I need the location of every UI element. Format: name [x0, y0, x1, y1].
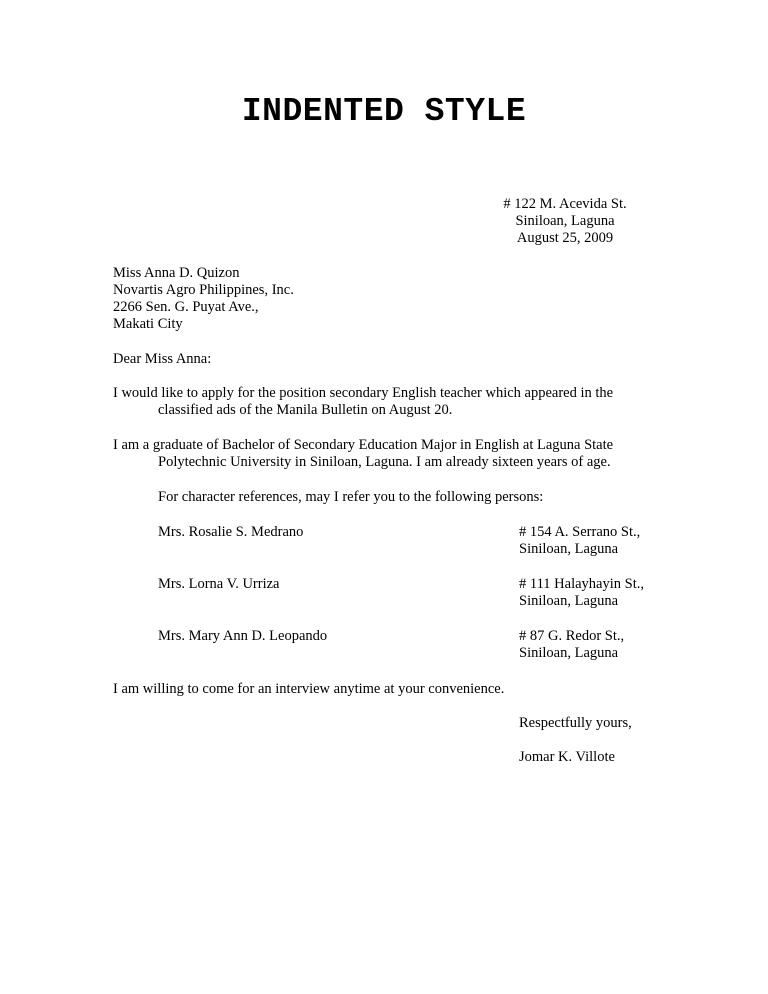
- body-paragraph-2-line-2: Polytechnic University in Siniloan, Laguna. I am already sixteen years of age.: [158, 454, 611, 470]
- sender-street: # 122 M. Acevida St.: [503, 196, 627, 212]
- closing-paragraph: I am willing to come for an interview anytime at your convenience.: [113, 681, 505, 697]
- reference-name: Mrs. Rosalie S. Medrano: [158, 524, 304, 540]
- recipient-name: Miss Anna D. Quizon: [113, 265, 240, 281]
- reference-city: Siniloan, Laguna: [519, 541, 619, 557]
- body-paragraph-1-line-1: I would like to apply for the position secondary English teacher which appeared in the: [113, 385, 614, 401]
- reference-city: Siniloan, Laguna: [519, 645, 619, 661]
- body-paragraph-1-line-2: classified ads of the Manila Bulletin on August 20.: [158, 402, 453, 418]
- reference-name: Mrs. Mary Ann D. Leopando: [158, 628, 328, 644]
- reference-street: # 87 G. Redor St.,: [519, 628, 625, 644]
- document-title: INDENTED STYLE: [241, 93, 527, 130]
- body-paragraph-2-line-1: I am a graduate of Bachelor of Secondary Education Major in English at Laguna State: [113, 437, 614, 453]
- reference-name: Mrs. Lorna V. Urriza: [158, 576, 280, 592]
- sender-city: Siniloan, Laguna: [515, 213, 615, 229]
- recipient-company: Novartis Agro Philippines, Inc.: [113, 282, 294, 298]
- body-paragraph-3: For character references, may I refer you to the following persons:: [158, 489, 544, 505]
- reference-street: # 111 Halayhayin St.,: [519, 576, 644, 592]
- signature-name: Jomar K. Villote: [519, 749, 615, 765]
- reference-city: Siniloan, Laguna: [519, 593, 619, 609]
- sender-date: August 25, 2009: [516, 230, 614, 246]
- salutation: Dear Miss Anna:: [113, 351, 212, 367]
- reference-street: # 154 A. Serrano St.,: [519, 524, 641, 540]
- recipient-street: 2266 Sen. G. Puyat Ave.,: [113, 299, 259, 315]
- complimentary-close: Respectfully yours,: [519, 715, 632, 731]
- recipient-city: Makati City: [113, 316, 183, 332]
